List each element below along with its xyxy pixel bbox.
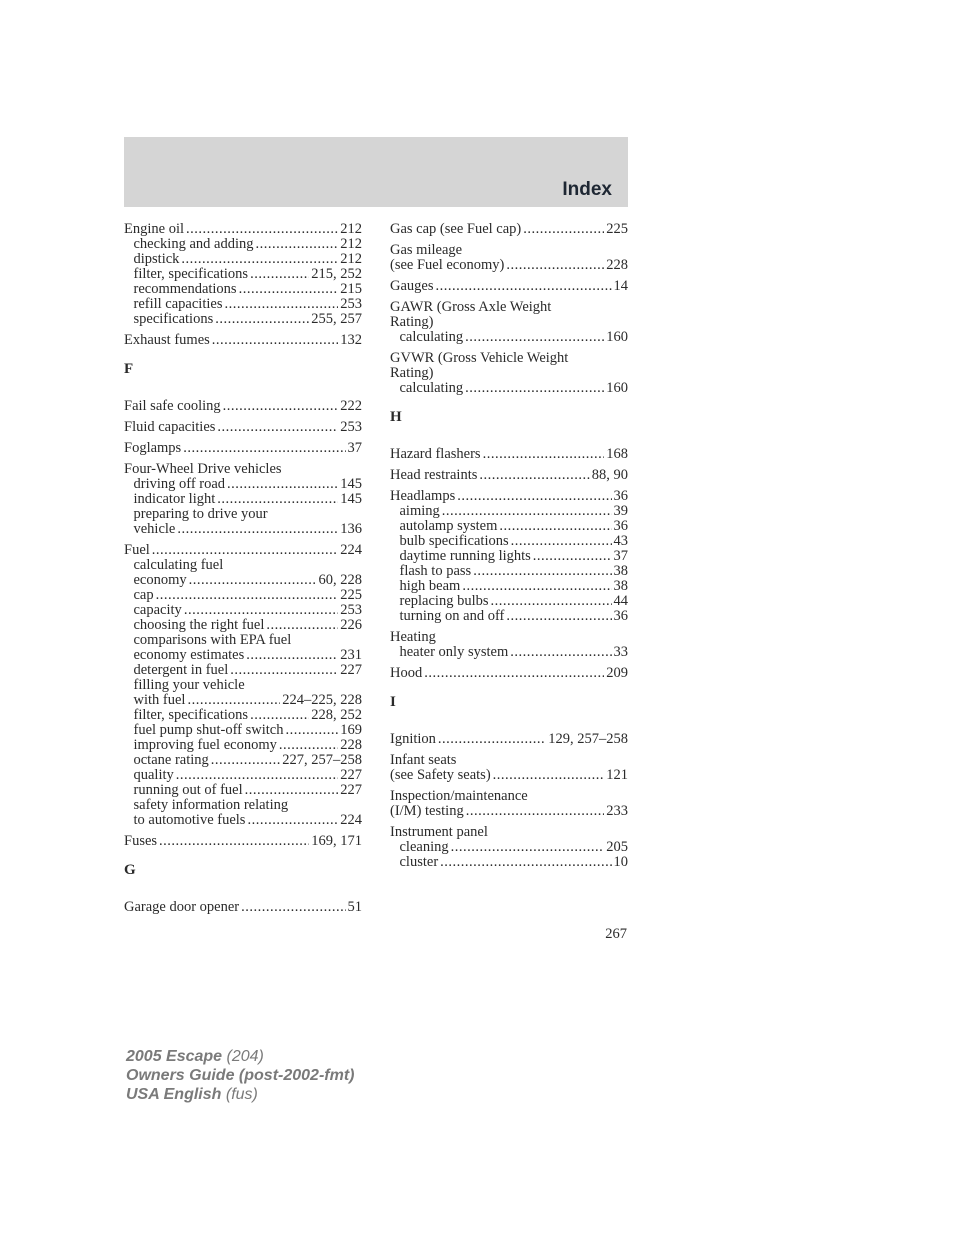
entry-text: choosing the right fuel bbox=[133, 617, 265, 633]
entry-text: Exhaust fumes bbox=[124, 332, 210, 348]
index-subentry-line bbox=[124, 237, 362, 252]
index-subentry-line bbox=[390, 579, 628, 594]
page-reference: 231 bbox=[340, 647, 362, 663]
page-reference: 36 bbox=[613, 608, 628, 624]
page-reference: 10 bbox=[613, 854, 628, 870]
index-subentry-line bbox=[124, 738, 362, 753]
index-entry-line bbox=[124, 222, 362, 237]
page-reference: 38 bbox=[613, 578, 628, 594]
index-subentry-line bbox=[390, 855, 628, 870]
entry-text: turning on and off bbox=[399, 608, 505, 624]
dot-leader bbox=[473, 564, 611, 579]
dot-leader bbox=[442, 504, 612, 519]
dot-leader bbox=[246, 648, 338, 663]
dot-leader bbox=[211, 753, 280, 768]
index-entry-line bbox=[390, 753, 628, 768]
entry-text: Four-Wheel Drive vehicles bbox=[124, 461, 282, 477]
index-entry bbox=[390, 300, 628, 345]
page-reference: 121 bbox=[606, 767, 628, 783]
index-subentry-line bbox=[124, 678, 362, 693]
dot-leader bbox=[223, 399, 339, 414]
page-reference: 160 bbox=[606, 380, 628, 396]
page-reference: 228, 252 bbox=[311, 707, 362, 723]
entry-text: flash to pass bbox=[399, 563, 472, 579]
entry-text: dipstick bbox=[133, 251, 180, 267]
index-subentry-line bbox=[124, 282, 362, 297]
footer-line-2: Owners Guide (post-2002-fmt) bbox=[126, 1067, 355, 1084]
entry-text: aiming bbox=[399, 503, 440, 519]
entry-text: filling your vehicle bbox=[133, 677, 245, 693]
index-entry-line bbox=[390, 489, 628, 504]
page-reference: 224–225, 228 bbox=[282, 692, 362, 708]
index-subentry-line bbox=[124, 588, 362, 603]
footer bbox=[126, 1047, 354, 1104]
index-subentry-line bbox=[124, 648, 362, 663]
entry-text: Fuel bbox=[124, 542, 150, 558]
index-entry-line bbox=[390, 315, 628, 330]
page-reference: 33 bbox=[613, 644, 628, 660]
dot-leader bbox=[451, 840, 605, 855]
index-entry bbox=[124, 333, 362, 348]
page-title: Index bbox=[562, 179, 612, 200]
page-reference: 145 bbox=[340, 491, 362, 507]
entry-text: with fuel bbox=[133, 692, 186, 708]
page-reference: 255, 257 bbox=[311, 311, 362, 327]
entry-text: (see Fuel economy) bbox=[390, 257, 505, 273]
index-entry bbox=[124, 222, 362, 327]
header-band bbox=[124, 137, 628, 207]
entry-text: daytime running lights bbox=[399, 548, 531, 564]
dot-leader bbox=[152, 543, 338, 558]
entry-text: Head restraints bbox=[390, 467, 478, 483]
index-entry bbox=[390, 489, 628, 624]
page-reference: 88, 90 bbox=[591, 467, 628, 483]
page-reference: 212 bbox=[340, 221, 362, 237]
dot-leader bbox=[250, 267, 309, 282]
page-reference: 226 bbox=[340, 617, 362, 633]
page-reference: 212 bbox=[340, 251, 362, 267]
dot-leader bbox=[479, 468, 589, 483]
index-entry-line bbox=[124, 462, 362, 477]
index-subentry-line bbox=[390, 594, 628, 609]
dot-leader bbox=[506, 609, 611, 624]
entry-text: Gas mileage bbox=[390, 242, 463, 258]
page-reference: 227, 257–258 bbox=[282, 752, 362, 768]
entry-text: GAWR (Gross Axle Weight bbox=[390, 299, 552, 315]
entry-text: fuel pump shut-off switch bbox=[133, 722, 284, 738]
index-entry-line bbox=[390, 789, 628, 804]
entry-text: filter, specifications bbox=[133, 266, 249, 282]
index-entry-line bbox=[390, 351, 628, 366]
dot-leader bbox=[217, 492, 338, 507]
dot-leader bbox=[241, 900, 345, 915]
page-reference: 224 bbox=[340, 812, 362, 828]
entry-text: Rating) bbox=[390, 314, 434, 330]
index-entry-line bbox=[124, 420, 362, 435]
entry-text: heater only system bbox=[399, 644, 509, 660]
page-reference: 36 bbox=[613, 488, 628, 504]
index-letter-heading: F bbox=[124, 361, 134, 377]
dot-leader bbox=[436, 279, 612, 294]
dot-leader bbox=[239, 282, 339, 297]
dot-leader bbox=[256, 237, 339, 252]
entry-text: Engine oil bbox=[124, 221, 185, 237]
page-reference: 44 bbox=[613, 593, 628, 609]
index-subentry-line bbox=[390, 504, 628, 519]
entry-text: (see Safety seats) bbox=[390, 767, 491, 783]
entry-text: calculating bbox=[399, 329, 464, 345]
entry-text: indicator light bbox=[133, 491, 216, 507]
page-reference: 224 bbox=[340, 542, 362, 558]
index-entry bbox=[390, 666, 628, 681]
index-subentry-line bbox=[390, 609, 628, 624]
index-subentry-line bbox=[124, 783, 362, 798]
entry-text: Hazard flashers bbox=[390, 446, 481, 462]
dot-leader bbox=[511, 534, 612, 549]
index-entry-line bbox=[124, 834, 362, 849]
index-subentry-line bbox=[390, 534, 628, 549]
index-entry bbox=[124, 420, 362, 435]
index-entry-line bbox=[390, 825, 628, 840]
dot-leader bbox=[212, 333, 338, 348]
index-entry bbox=[124, 834, 362, 849]
index-subentry-line bbox=[124, 798, 362, 813]
index-subentry-line bbox=[390, 840, 628, 855]
entry-text: Hood bbox=[390, 665, 423, 681]
entry-text: calculating fuel bbox=[133, 557, 224, 573]
index-entry-line bbox=[124, 543, 362, 558]
dot-leader bbox=[181, 252, 338, 267]
page-reference: 60, 228 bbox=[318, 572, 362, 588]
index-entry bbox=[390, 243, 628, 273]
dot-leader bbox=[510, 645, 611, 660]
entry-text: safety information relating bbox=[133, 797, 289, 813]
entry-text: vehicle bbox=[133, 521, 176, 537]
index-subentry-line bbox=[124, 252, 362, 267]
index-entry-line bbox=[390, 279, 628, 294]
page-reference: 136 bbox=[340, 521, 362, 537]
entry-text: GVWR (Gross Vehicle Weight bbox=[390, 350, 569, 366]
page-reference: 39 bbox=[613, 503, 628, 519]
dot-leader bbox=[177, 522, 338, 537]
entry-text: Heating bbox=[390, 629, 436, 645]
dot-leader bbox=[523, 222, 604, 237]
entry-text: filter, specifications bbox=[133, 707, 249, 723]
page-reference: 212 bbox=[340, 236, 362, 252]
index-subentry-line bbox=[124, 633, 362, 648]
index-subentry-line bbox=[124, 558, 362, 573]
entry-text: octane rating bbox=[133, 752, 209, 768]
index-subentry-line bbox=[124, 723, 362, 738]
entry-text: Fluid capacities bbox=[124, 419, 216, 435]
index-entry bbox=[390, 468, 628, 483]
dot-leader bbox=[215, 312, 309, 327]
page-reference: 215 bbox=[340, 281, 362, 297]
entry-text: running out of fuel bbox=[133, 782, 243, 798]
dot-leader bbox=[227, 477, 338, 492]
index-entry-line bbox=[124, 333, 362, 348]
dot-leader bbox=[483, 447, 605, 462]
entry-text: refill capacities bbox=[133, 296, 223, 312]
entry-text: recommendations bbox=[133, 281, 237, 297]
dot-leader bbox=[189, 573, 317, 588]
index-entry bbox=[390, 789, 628, 819]
page-reference: 209 bbox=[606, 665, 628, 681]
page-reference: 160 bbox=[606, 329, 628, 345]
entry-text: Gas cap (see Fuel cap) bbox=[390, 221, 522, 237]
dot-leader bbox=[493, 768, 605, 783]
dot-leader bbox=[217, 420, 338, 435]
index-entry-line bbox=[124, 399, 362, 414]
index-entry-line bbox=[390, 447, 628, 462]
index-letter-heading: I bbox=[390, 694, 396, 710]
page-reference: 225 bbox=[340, 587, 362, 603]
dot-leader bbox=[230, 663, 338, 678]
footer-line-3: USA English (fus) bbox=[126, 1086, 258, 1103]
page-reference: 215, 252 bbox=[311, 266, 362, 282]
dot-leader bbox=[186, 222, 338, 237]
entry-text: Headlamps bbox=[390, 488, 456, 504]
page-reference: 145 bbox=[340, 476, 362, 492]
index-entry bbox=[390, 351, 628, 396]
index-subentry-line bbox=[124, 768, 362, 783]
page-reference: 132 bbox=[340, 332, 362, 348]
dot-leader bbox=[224, 297, 338, 312]
dot-leader bbox=[491, 594, 612, 609]
entry-text: cluster bbox=[399, 854, 439, 870]
entry-text: bulb specifications bbox=[399, 533, 509, 549]
dot-leader bbox=[279, 738, 338, 753]
index-subentry-line bbox=[124, 477, 362, 492]
dot-leader bbox=[176, 768, 338, 783]
index-entry-line bbox=[124, 441, 362, 456]
index-entry bbox=[124, 441, 362, 456]
entry-text: specifications bbox=[133, 311, 214, 327]
entry-text: Gauges bbox=[390, 278, 434, 294]
index-entry-line bbox=[390, 222, 628, 237]
index-column-right bbox=[390, 222, 628, 876]
entry-text: Rating) bbox=[390, 365, 434, 381]
page-reference: 51 bbox=[347, 899, 362, 915]
index-entry bbox=[390, 222, 628, 237]
entry-text: quality bbox=[133, 767, 174, 783]
page-reference: 228 bbox=[606, 257, 628, 273]
entry-text: replacing bulbs bbox=[399, 593, 489, 609]
entry-text: calculating bbox=[399, 380, 464, 396]
dot-leader bbox=[465, 330, 604, 345]
entry-text: capacity bbox=[133, 602, 182, 618]
dot-leader bbox=[465, 381, 604, 396]
page-reference: 227 bbox=[340, 662, 362, 678]
index-subentry-line bbox=[124, 312, 362, 327]
entry-text: comparisons with EPA fuel bbox=[133, 632, 292, 648]
page-reference: 253 bbox=[340, 296, 362, 312]
index-entry-line bbox=[390, 804, 628, 819]
index-subentry-line bbox=[124, 267, 362, 282]
page-reference: 168 bbox=[606, 446, 628, 462]
page-reference: 253 bbox=[340, 419, 362, 435]
index-subentry-line bbox=[124, 753, 362, 768]
index-entry bbox=[124, 399, 362, 414]
index-subentry-line bbox=[124, 522, 362, 537]
entry-text: detergent in fuel bbox=[133, 662, 229, 678]
index-entry bbox=[124, 462, 362, 537]
index-entry bbox=[390, 447, 628, 462]
entry-text: Foglamps bbox=[124, 440, 182, 456]
index-entry-line bbox=[390, 258, 628, 273]
page-number: 267 bbox=[605, 926, 627, 942]
dot-leader bbox=[533, 549, 612, 564]
dot-leader bbox=[440, 855, 611, 870]
entry-text: Garage door opener bbox=[124, 899, 240, 915]
entry-text: high beam bbox=[399, 578, 461, 594]
entry-text: improving fuel economy bbox=[133, 737, 277, 753]
page-reference: 37 bbox=[347, 440, 362, 456]
page-reference: 169 bbox=[340, 722, 362, 738]
entry-text: Fuses bbox=[124, 833, 158, 849]
index-subentry-line bbox=[390, 549, 628, 564]
index-subentry-line bbox=[124, 708, 362, 723]
entry-text: Instrument panel bbox=[390, 824, 488, 840]
index-entry-line bbox=[390, 666, 628, 681]
page-reference: 227 bbox=[340, 782, 362, 798]
page-reference: 225 bbox=[606, 221, 628, 237]
dot-leader bbox=[266, 618, 338, 633]
index-subentry-line bbox=[124, 618, 362, 633]
index-entry-line bbox=[124, 900, 362, 915]
index-entry-line bbox=[390, 243, 628, 258]
page-reference: 227 bbox=[340, 767, 362, 783]
page-reference: 38 bbox=[613, 563, 628, 579]
dot-leader bbox=[506, 258, 604, 273]
dot-leader bbox=[156, 588, 339, 603]
page-reference: 43 bbox=[613, 533, 628, 549]
footer-line-1: 2005 Escape (204) bbox=[126, 1048, 264, 1065]
entry-text: driving off road bbox=[133, 476, 226, 492]
index-entry bbox=[390, 825, 628, 870]
dot-leader bbox=[183, 441, 345, 456]
dot-leader bbox=[159, 834, 309, 849]
dot-leader bbox=[499, 519, 611, 534]
page-reference: 222 bbox=[340, 398, 362, 414]
index-subentry-line bbox=[390, 519, 628, 534]
entry-text: checking and adding bbox=[133, 236, 254, 252]
index-letter-heading: H bbox=[390, 409, 402, 425]
entry-text: preparing to drive your bbox=[133, 506, 268, 522]
entry-text: cap bbox=[133, 587, 154, 603]
index-entry-line bbox=[390, 366, 628, 381]
entry-text: Infant seats bbox=[390, 752, 457, 768]
page-reference: 169, 171 bbox=[311, 833, 362, 849]
index-entry-line bbox=[390, 630, 628, 645]
index-entry-line bbox=[390, 732, 628, 747]
dot-leader bbox=[247, 813, 338, 828]
dot-leader bbox=[187, 693, 280, 708]
index-subentry-line bbox=[124, 813, 362, 828]
index-entry-line bbox=[390, 468, 628, 483]
entry-text: Inspection/maintenance bbox=[390, 788, 528, 804]
page-reference: 36 bbox=[613, 518, 628, 534]
entry-text: economy bbox=[133, 572, 187, 588]
dot-leader bbox=[457, 489, 611, 504]
index-subentry-line bbox=[390, 645, 628, 660]
index-subentry-line bbox=[390, 330, 628, 345]
index-entry-line bbox=[390, 300, 628, 315]
index-subentry-line bbox=[390, 564, 628, 579]
dot-leader bbox=[424, 666, 604, 681]
index-subentry-line bbox=[124, 492, 362, 507]
index-entry bbox=[390, 753, 628, 783]
dot-leader bbox=[245, 783, 339, 798]
index-letter-heading: G bbox=[124, 862, 136, 878]
entry-text: (I/M) testing bbox=[390, 803, 464, 819]
dot-leader bbox=[250, 708, 309, 723]
index-subentry-line bbox=[390, 381, 628, 396]
page-reference: 129, 257–258 bbox=[548, 731, 628, 747]
dot-leader bbox=[285, 723, 338, 738]
index-entry bbox=[390, 732, 628, 747]
index-entry-line bbox=[390, 768, 628, 783]
page-reference: 253 bbox=[340, 602, 362, 618]
index-subentry-line bbox=[124, 663, 362, 678]
dot-leader bbox=[438, 732, 546, 747]
entry-text: Ignition bbox=[390, 731, 436, 747]
dot-leader bbox=[184, 603, 338, 618]
index-entry bbox=[124, 543, 362, 828]
dot-leader bbox=[466, 804, 605, 819]
index-entry bbox=[390, 279, 628, 294]
page-reference: 14 bbox=[613, 278, 628, 294]
index-column-left bbox=[124, 222, 362, 921]
index-subentry-line bbox=[124, 693, 362, 708]
index-subentry-line bbox=[124, 507, 362, 522]
index-subentry-line bbox=[124, 297, 362, 312]
dot-leader bbox=[462, 579, 611, 594]
entry-text: autolamp system bbox=[399, 518, 498, 534]
entry-text: cleaning bbox=[399, 839, 449, 855]
index-entry bbox=[124, 900, 362, 915]
index-subentry-line bbox=[124, 603, 362, 618]
page-reference: 205 bbox=[606, 839, 628, 855]
page-reference: 37 bbox=[613, 548, 628, 564]
page-reference: 233 bbox=[606, 803, 628, 819]
entry-text: Fail safe cooling bbox=[124, 398, 221, 414]
entry-text: to automotive fuels bbox=[133, 812, 246, 828]
index-subentry-line bbox=[124, 573, 362, 588]
index-entry bbox=[390, 630, 628, 660]
page-reference: 228 bbox=[340, 737, 362, 753]
entry-text: economy estimates bbox=[133, 647, 245, 663]
